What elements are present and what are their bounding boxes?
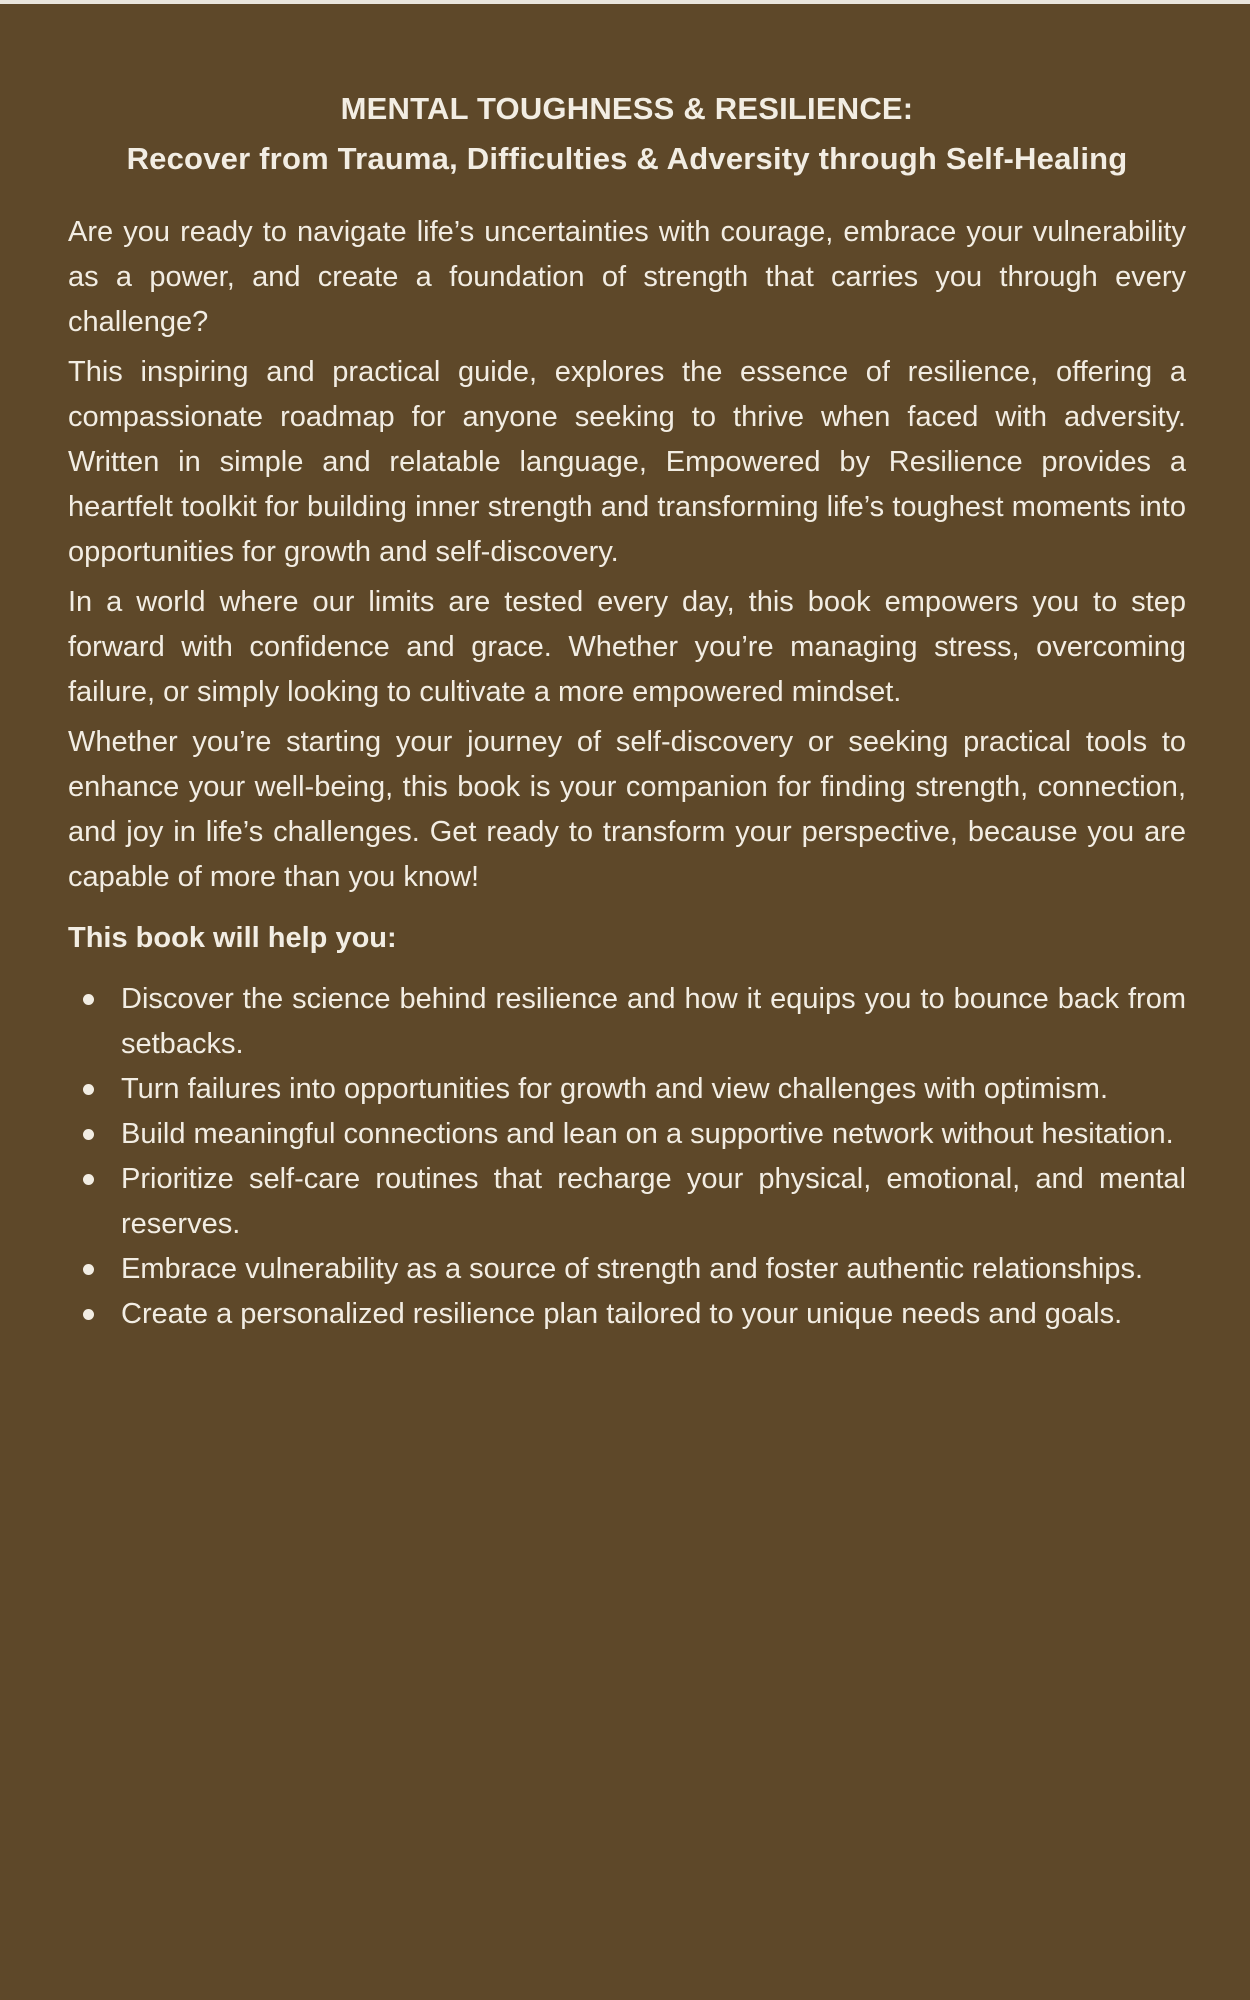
list-item-text: Embrace vulnerability as a source of strength and foster authentic relationships. (121, 1253, 1143, 1285)
list-item (68, 1292, 1186, 1337)
list-item-text: Prioritize self-care routines that recharge your physical, emotional, and mental reserves. (121, 1163, 1186, 1240)
list-item-text: Turn failures into opportunities for growth and view challenges with optimism. (121, 1073, 1109, 1105)
paragraph-guide-overview: This inspiring and practical guide, explores the essence of resilience, offering a compassionate roadmap for anyone seeking to thrive when faced with adversity. Written in simple and relatable language, Empowered by Resilience provides a heartfelt toolkit for building inner strength and transforming life’s toughest moments into opportunities for growth and self-discovery. (68, 356, 1186, 568)
list-item-text: Discover the science behind resilience and how it equips you to bounce back from setbacks. (121, 983, 1186, 1060)
list-item (68, 1157, 1186, 1247)
bullet-dot-icon (83, 1129, 94, 1140)
list-item-text: Create a personalized resilience plan tailored to your unique needs and goals. (121, 1298, 1123, 1330)
page-subtitle: Recover from Trauma, Difficulties & Adversity through Self-Healing (126, 141, 1128, 176)
bullet-dot-icon (83, 1084, 94, 1095)
cover-content (0, 4, 1250, 1337)
paragraph-empowerment: In a world where our limits are tested every day, this book empowers you to step forward with confidence and grace. Whether you’re managing stress, overcoming failure, or simply looking to cultivate a more empowered mindset. (68, 586, 1186, 708)
bullet-dot-icon (83, 1174, 94, 1185)
bullet-dot-icon (83, 1264, 94, 1275)
bullet-dot-icon (83, 994, 94, 1005)
list-item (68, 1247, 1186, 1292)
bullet-dot-icon (83, 1309, 94, 1320)
benefits-heading: This book will help you: (68, 922, 397, 954)
list-item-text: Build meaningful connections and lean on a supportive network without hesitation. (121, 1118, 1174, 1150)
benefits-list (68, 977, 1186, 1337)
title-block (68, 84, 1186, 184)
list-item (68, 1112, 1186, 1157)
paragraph-companion: Whether you’re starting your journey of self-discovery or seeking practical tools to enhance your well-being, this book is your companion for finding strength, connection, and joy in life’s challenges. Get ready to transform your perspective, because you are capable of more than you know! (68, 726, 1186, 893)
list-item (68, 1067, 1186, 1112)
page-title: MENTAL TOUGHNESS & RESILIENCE: (340, 91, 914, 126)
description-text (68, 210, 1186, 900)
list-item (68, 977, 1186, 1067)
paragraph-hook: Are you ready to navigate life’s uncertainties with courage, embrace your vulnerability as a power, and create a foundation of strength that carries you through every challenge? (68, 216, 1186, 338)
